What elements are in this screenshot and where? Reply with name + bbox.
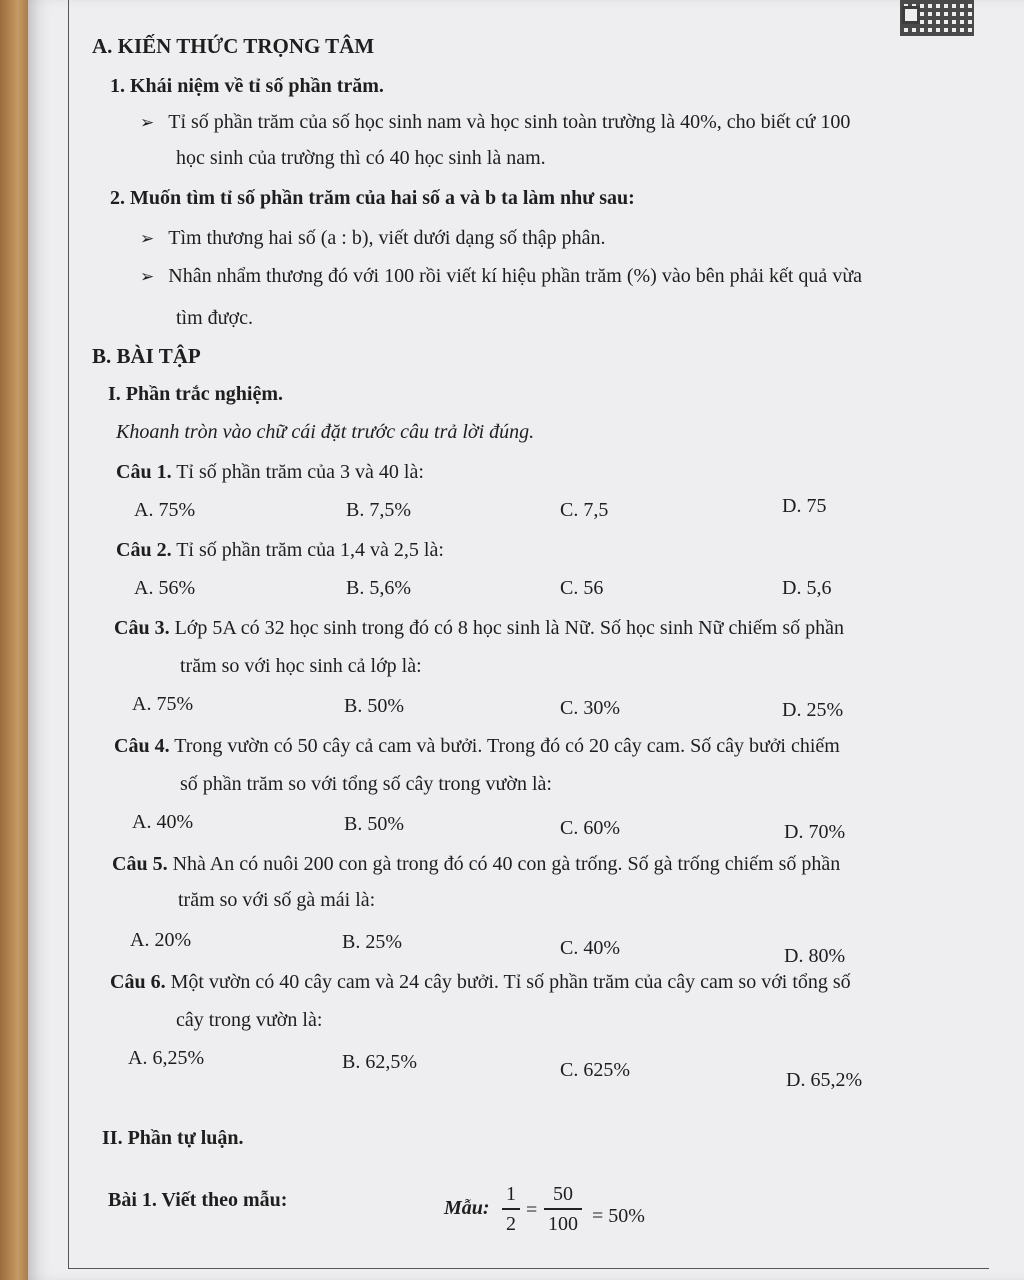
arrow-bullet-icon: ➢ (140, 113, 155, 132)
q1-option-a[interactable]: A. 75% (134, 499, 196, 521)
q5-option-b[interactable]: B. 25% (342, 931, 402, 953)
question-text: Tỉ số phần trăm của 1,4 và 2,5 là: (171, 539, 444, 561)
q3-option-d[interactable]: D. 25% (782, 699, 844, 721)
fraction-one-half (502, 1182, 520, 1236)
q3-option-c[interactable]: C. 30% (560, 697, 620, 719)
wood-background (0, 0, 30, 1280)
question-text: Trong vườn có 50 cây cả cam và bưởi. Trong đó có 20 cây cam. Số cây bưởi chiếm (169, 735, 840, 757)
part2-title: II. Phần tự luận. (102, 1127, 244, 1149)
question-label: Câu 3. (114, 617, 170, 639)
item2-title: 2. Muốn tìm tỉ số phần trăm của hai số a và b ta làm như sau: (110, 187, 635, 209)
q1-option-b[interactable]: B. 7,5% (346, 499, 411, 521)
question-6-line2: cây trong vườn là: (176, 1009, 323, 1031)
qr-code (900, 0, 974, 36)
q3-option-a[interactable]: A. 75% (132, 693, 194, 715)
question-6 (110, 970, 851, 994)
question-2 (116, 538, 444, 562)
question-5 (112, 852, 840, 876)
item2-step1-text: Tìm thương hai số (a : b), viết dưới dạng số thập phân. (168, 227, 606, 249)
q2-option-b[interactable]: B. 5,6% (346, 577, 411, 599)
q6-option-d[interactable]: D. 65,2% (786, 1069, 863, 1091)
question-text: Nhà An có nuôi 200 con gà trong đó có 40 con gà trống. Số gà trống chiếm số phần (167, 853, 841, 875)
question-label: Câu 4. (114, 735, 170, 757)
question-1 (116, 460, 424, 484)
section-a-title: A. KIẾN THỨC TRỌNG TÂM (92, 34, 375, 58)
numerator: 50 (553, 1183, 573, 1205)
instruction: Khoanh tròn vào chữ cái đặt trước câu trả lời đúng. (116, 421, 535, 443)
section-b-title: B. BÀI TẬP (92, 344, 201, 368)
question-4-line2: số phần trăm so với tổng số cây trong vườn là: (180, 773, 552, 795)
q4-option-d[interactable]: D. 70% (784, 821, 846, 843)
q5-option-d[interactable]: D. 80% (784, 945, 846, 967)
question-label: Câu 6. (110, 971, 166, 993)
q6-option-a[interactable]: A. 6,25% (128, 1047, 205, 1069)
q3-option-b[interactable]: B. 50% (344, 695, 404, 717)
question-text: Một vườn có 40 cây cam và 24 cây bưởi. Tỉ số phần trăm của cây cam so với tổng số (165, 971, 851, 993)
fraction-fifty-hundred (544, 1182, 582, 1236)
q4-option-c[interactable]: C. 60% (560, 817, 620, 839)
item2-step1 (140, 226, 605, 251)
question-3-line2: trăm so với học sinh cả lớp là: (180, 655, 422, 677)
q4-option-b[interactable]: B. 50% (344, 813, 404, 835)
item1-line2: học sinh của trường thì có 40 học sinh là nam. (176, 147, 546, 169)
q5-option-c[interactable]: C. 40% (560, 937, 620, 959)
q6-option-c[interactable]: C. 625% (560, 1059, 630, 1081)
question-label: Câu 5. (112, 853, 168, 875)
q5-option-a[interactable]: A. 20% (130, 929, 192, 951)
item1-bullet (140, 110, 850, 135)
equals-sign: = (526, 1199, 538, 1221)
q4-option-a[interactable]: A. 40% (132, 811, 194, 833)
question-label: Câu 1. (116, 461, 172, 483)
fraction-bar (544, 1208, 582, 1210)
question-4 (114, 734, 840, 758)
part1-title: I. Phần trắc nghiệm. (108, 383, 283, 405)
sample-label: Mẫu: (444, 1197, 490, 1219)
numerator: 1 (506, 1183, 516, 1205)
question-5-line2: trăm so với số gà mái là: (178, 889, 376, 911)
q2-option-a[interactable]: A. 56% (134, 577, 196, 599)
item2-step2-line1: Nhân nhẩm thương đó với 100 rồi viết kí hiệu phần trăm (%) vào bên phải kết quả vừa (168, 265, 863, 287)
exercise-1-title: Bài 1. Viết theo mẫu: (108, 1189, 288, 1211)
fraction-bar (502, 1208, 520, 1210)
question-3 (114, 616, 844, 640)
item1-line1: Tỉ số phần trăm của số học sinh nam và học sinh toàn trường là 40%, cho biết cứ 100 (168, 111, 851, 133)
arrow-bullet-icon: ➢ (140, 229, 155, 248)
question-text: Tỉ số phần trăm của 3 và 40 là: (171, 461, 424, 483)
item2-step2 (140, 264, 862, 289)
q2-option-d[interactable]: D. 5,6 (782, 577, 832, 599)
item1-title: 1. Khái niệm về tỉ số phần trăm. (110, 75, 384, 97)
denominator: 2 (506, 1212, 516, 1235)
denominator: 100 (548, 1212, 578, 1235)
q6-option-b[interactable]: B. 62,5% (342, 1051, 417, 1073)
q1-option-c[interactable]: C. 7,5 (560, 499, 609, 521)
item2-step2-line2: tìm được. (176, 307, 253, 329)
arrow-bullet-icon: ➢ (140, 267, 155, 286)
question-label: Câu 2. (116, 539, 172, 561)
sample-result: = 50% (592, 1205, 645, 1227)
q2-option-c[interactable]: C. 56 (560, 577, 604, 599)
q1-option-d[interactable]: D. 75 (782, 495, 827, 517)
question-text: Lớp 5A có 32 học sinh trong đó có 8 học sinh là Nữ. Số học sinh Nữ chiếm số phần (169, 617, 844, 639)
